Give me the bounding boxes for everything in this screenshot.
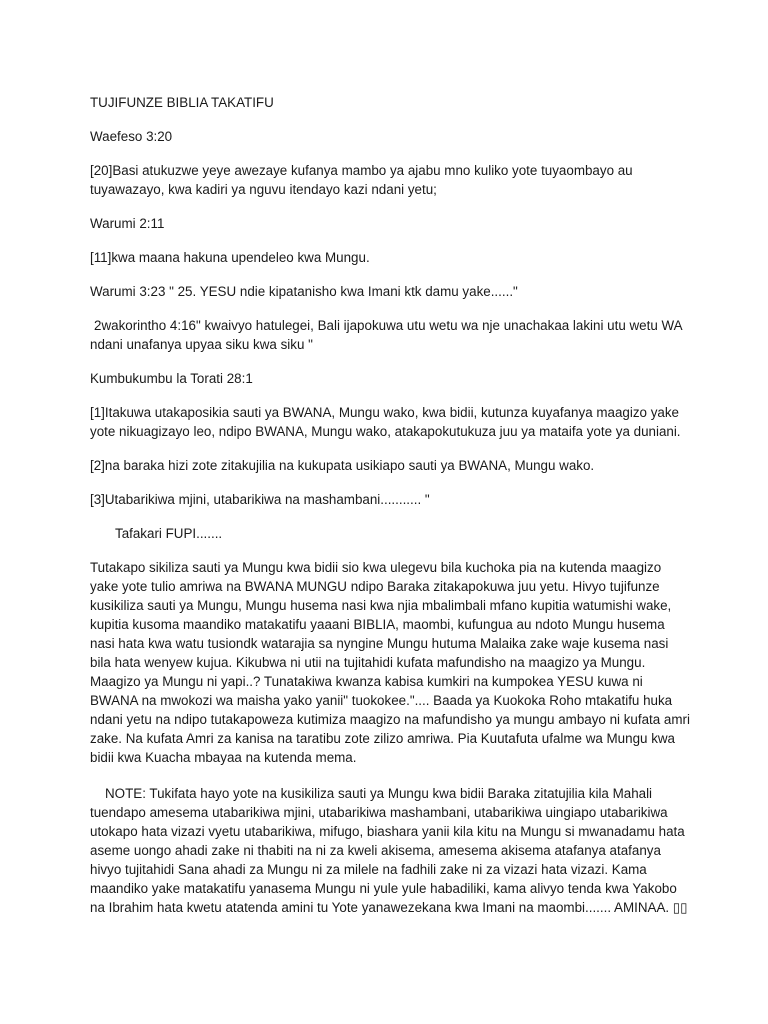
- scripture-verse: Warumi 3:23 " 25. YESU ndie kipatanisho kwa Imani ktk damu yake......": [90, 284, 518, 299]
- document-title: TUJIFUNZE BIBLIA TAKATIFU: [90, 95, 274, 110]
- scripture-verse: [1]Itakuwa utakaposikia sauti ya BWANA, Mungu wako, kwa bidii, kutunza kuyafanya maagizo yake yote nikuagizayo leo, ndipo BWANA, Mungu wako, atakapokutukuza juu ya mataifa yote ya duniani.: [90, 405, 681, 439]
- reflection-paragraph: Tutakapo sikiliza sauti ya Mungu kwa bidii sio kwa ulegevu bila kuchoka pia na kutenda maagizo yake yote tulio amriwa na BWANA MUNGU ndipo Baraka zitakapokuwa juu yetu. Hivyo tujifunze kusikiliza sauti ya Mungu, Mungu husema nasi kwa njia mbalimbali mfano kupitia watumishi wake, kupitia kusoma maandiko matakatifu yaaani BIBLIA, maombi, kufungua au ndoto Mungu husema nasi hata kwa watu tusiondk watarajia sa nyngine Mungu hutuma Malaika zake waje kusema nasi bila hata wenyew kujua. Kikubwa ni utii na tujitahidi kufata mafundisho na maagizo ya Mungu. Maagizo ya Mungu ni yapi..? Tunatakiwa kwanza kabisa kumkiri na kumpokea YESU kuwa ni BWANA na mwokozi wa maisha yako yanii" tuokokee.".... Baada ya Kuokoka Roho mtakatifu huka ndani yetu na ndipo tutakapoweza kutimiza maagizo na mafundisho ya mungu ambayo ni kufata amri zake. Na kufata Amri za kanisa na taratibu zote zilizo amriwa. Pia Kuutafuta ufalme wa Mungu kwa bidii kwa Kuacha mbayaa na kutenda mema.: [90, 560, 690, 765]
- scripture-reference: Kumbukumbu la Torati 28:1: [90, 371, 253, 386]
- scripture-reference: Waefeso 3:20: [90, 129, 173, 144]
- scripture-verse: [20]Basi atukuzwe yeye awezaye kufanya mambo ya ajabu mno kuliko yote tuyaombayo au tuyawazayo, kwa kadiri ya nguvu itendayo kazi ndani yetu;: [90, 163, 633, 197]
- reflection-heading: Tafakari FUPI.......: [115, 526, 223, 541]
- note-paragraph: NOTE: Tukifata hayo yote na kusikiliza sauti ya Mungu kwa bidii Baraka zitatujilia kila Mahali tuendapo amesema utabarikiwa mjini, utabarikiwa mashambani, utabarikiwa uingiapo utabarikiwa utokapo hata vizazi vyetu utabarikiwa, mifugo, biashara yanii kila kitu na Mungu si mwanadamu hata aseme uongo ahadi zake ni thabiti na ni za kweli akisema, amesema akisema atafanya atafanya hivyo tujitahidi Sana ahadi za Mungu ni za milele na fadhili zake ni za vizazi hata vizazi. Kama maandiko yake matakatifu yanasema Mungu ni yule yule habadiliki, kama alivyo tenda kwa Yakobo na Ibrahim hata kwetu atatenda amini tu Yote yanawezekana kwa Imani na maombi....... AMINAA. ▯▯: [90, 786, 688, 915]
- scripture-reference: Warumi 2:11: [90, 216, 165, 231]
- scripture-verse: [11]kwa maana hakuna upendeleo kwa Mungu.: [90, 250, 370, 265]
- scripture-verse: [3]Utabarikiwa mjini, utabarikiwa na mashambani........... ": [90, 492, 430, 507]
- scripture-verse: 2wakorintho 4:16" kwaivyo hatulegei, Bali ijapokuwa utu wetu wa nje unachakaa lakini utu wetu WA ndani unafanya upyaa siku kwa siku ": [90, 318, 682, 352]
- scripture-verse: [2]na baraka hizi zote zitakujilia na kukupata usikiapo sauti ya BWANA, Mungu wako.: [90, 458, 595, 473]
- document-page: [90, 93, 690, 932]
